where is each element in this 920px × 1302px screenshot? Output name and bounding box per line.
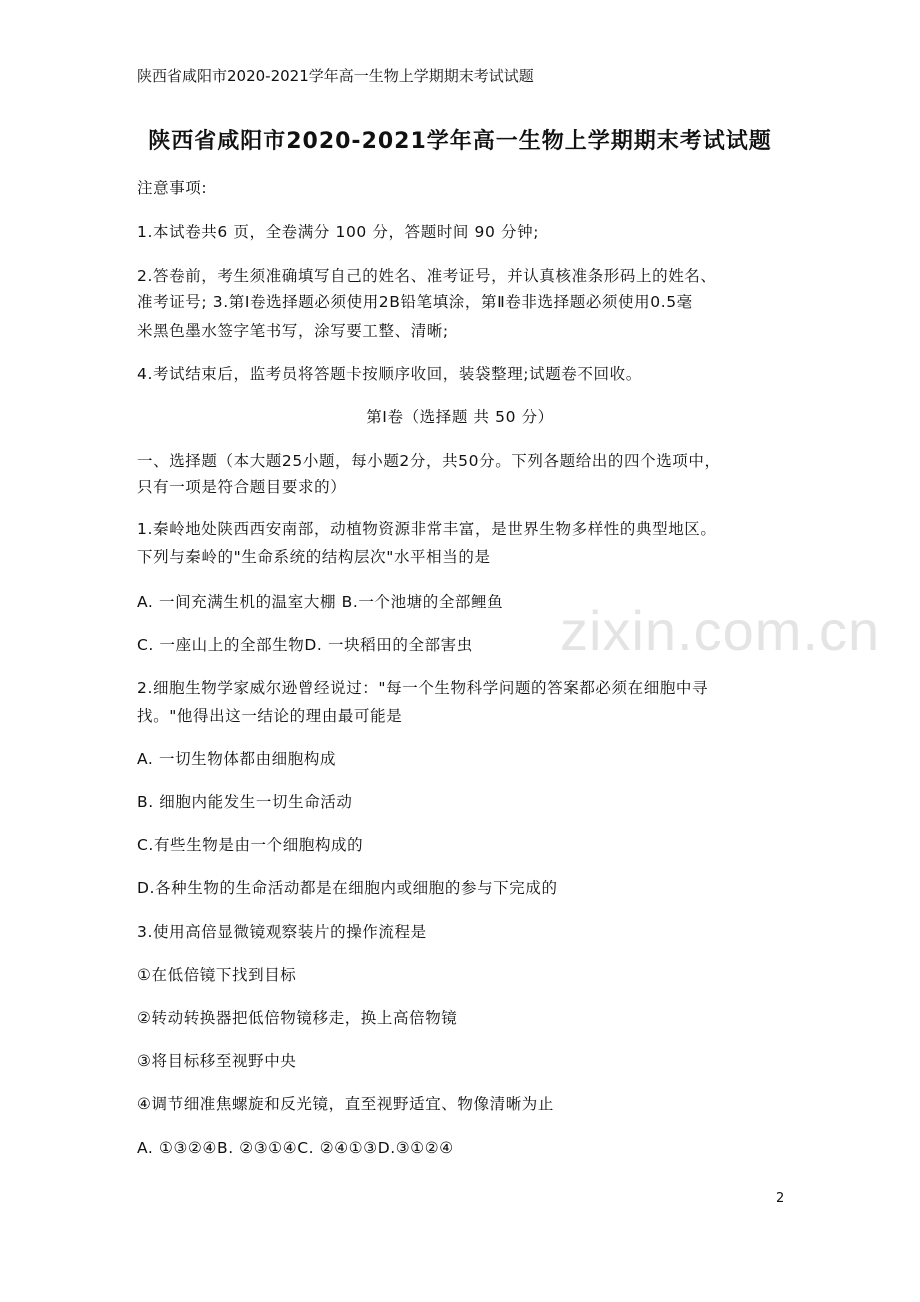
- question-3-options: A. ①③②④B. ②③①④C. ②④①③D.③①②④: [137, 1139, 454, 1157]
- watermark: zixin.com.cn: [560, 599, 881, 662]
- question-3-step: ①在低倍镜下找到目标: [137, 966, 297, 984]
- running-header: 陕西省咸阳市2020-2021学年高一生物上学期期末考试试题: [137, 67, 534, 85]
- part-intro: 一、选择题（本大题25小题，每小题2分，共50分。下列各题给出的四个选项中，: [137, 452, 721, 470]
- section-title: 第Ⅰ卷（选择题 共 50 分）: [366, 408, 554, 426]
- notice-line: 2.答卷前，考生须准确填写自己的姓名、准考证号，并认真核准条形码上的姓名、: [137, 267, 717, 285]
- question-1-stem: 1.秦岭地处陕西西安南部，动植物资源非常丰富，是世界生物多样性的典型地区。: [137, 520, 717, 538]
- part-intro: 只有一项是符合题目要求的）: [137, 478, 347, 496]
- page-number: 2: [776, 1191, 785, 1206]
- question-2-option: A. 一切生物体都由细胞构成: [137, 750, 337, 768]
- question-2-option: C.有些生物是由一个细胞构成的: [137, 836, 364, 854]
- question-2-option: D.各种生物的生命活动都是在细胞内或细胞的参与下完成的: [137, 879, 558, 897]
- question-2-stem: 找。"他得出这一结论的理由最可能是: [137, 707, 403, 725]
- question-3-step: ②转动转换器把低倍物镜移走，换上高倍物镜: [137, 1009, 458, 1027]
- notice-heading: 注意事项:: [137, 179, 208, 197]
- question-1-option: C. 一座山上的全部生物D. 一块稻田的全部害虫: [137, 636, 473, 654]
- question-3-stem: 3.使用高倍显微镜观察装片的操作流程是: [137, 923, 427, 941]
- notice-line: 准考证号; 3.第Ⅰ卷选择题必须使用2B铅笔填涂，第Ⅱ卷非选择题必须使用0.5毫: [137, 293, 693, 311]
- question-2-option: B. 细胞内能发生一切生命活动: [137, 793, 353, 811]
- question-2-stem: 2.细胞生物学家威尔逊曾经说过："每一个生物科学问题的答案都必须在细胞中寻: [137, 679, 709, 697]
- question-1-stem: 下列与秦岭的"生命系统的结构层次"水平相当的是: [137, 548, 491, 566]
- question-1-option: A. 一间充满生机的温室大棚 B.一个池塘的全部鲤鱼: [137, 593, 504, 611]
- notice-line: 米黑色墨水签字笔书写，涂写要工整、清晰;: [137, 322, 449, 340]
- question-3-step: ④调节细准焦螺旋和反光镜，直至视野适宜、物像清晰为止: [137, 1095, 554, 1113]
- question-3-step: ③将目标移至视野中央: [137, 1052, 297, 1070]
- notice-line: 4.考试结束后，监考员将答题卡按顺序收回，装袋整理;试题卷不回收。: [137, 365, 642, 383]
- notice-line: 1.本试卷共6 页，全卷满分 100 分，答题时间 90 分钟;: [137, 223, 540, 241]
- document-title: 陕西省咸阳市2020-2021学年高一生物上学期期末考试试题: [148, 129, 772, 154]
